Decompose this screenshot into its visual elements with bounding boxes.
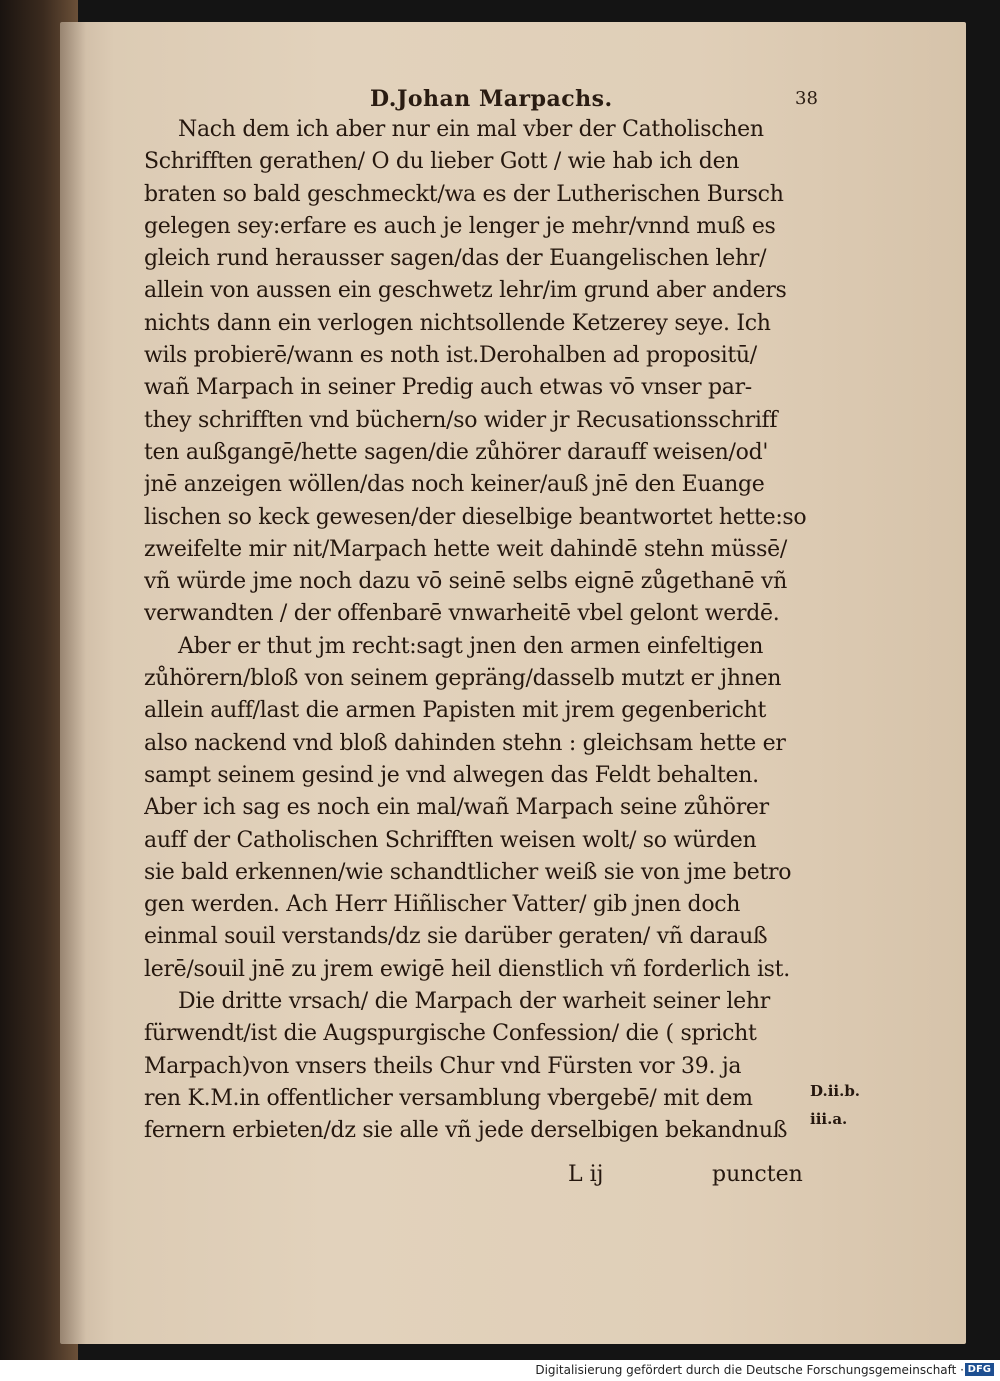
text-line: wils probierē/wann es noth ist.Derohalben ad propositū/ bbox=[144, 343, 757, 369]
signature-mark: L ij bbox=[568, 1162, 604, 1187]
text-line: Marpach)von vnsers theils Chur vnd Fürsten vor 39. ja bbox=[144, 1053, 742, 1079]
text-line: Die dritte vrsach/ die Marpach der warheit seiner lehr bbox=[178, 989, 770, 1015]
text-line: zůhörern/bloß von seinem gepräng/dasselb mutzt er jhnen bbox=[144, 666, 782, 692]
margin-note: iii.a. bbox=[810, 1110, 848, 1128]
credit-bar bbox=[0, 1360, 1000, 1381]
page-number: 38 bbox=[795, 88, 818, 109]
body-text bbox=[144, 114, 824, 1148]
text-line: sampt seinem gesind je vnd alwegen das Feldt behalten. bbox=[144, 762, 759, 788]
catchword: puncten bbox=[712, 1162, 803, 1187]
text-line: vñ würde jme noch dazu vō seinē selbs eignē zůgethanē vñ bbox=[144, 569, 787, 595]
text-line: they schrifften vnd büchern/so wider jr Recusationsschriff bbox=[144, 407, 778, 433]
text-line: gleich rund herausser sagen/das der Euangelischen lehr/ bbox=[144, 246, 767, 272]
text-line: zweifelte mir nit/Marpach hette weit dahindē stehn müssē/ bbox=[144, 536, 787, 562]
dfg-logo: DFG bbox=[965, 1363, 994, 1376]
text-line: Aber er thut jm recht:sagt jnen den armen einfeltigen bbox=[178, 633, 764, 659]
text-line: wañ Marpach in seiner Predig auch etwas vō vnser par- bbox=[144, 375, 752, 401]
text-line: auff der Catholischen Schrifften weisen wolt/ so würden bbox=[144, 827, 757, 853]
margin-note: D.ii.b. bbox=[810, 1082, 861, 1100]
text-line: gelegen sey:erfare es auch je lenger je mehr/vnnd muß es bbox=[144, 213, 776, 239]
running-head: D.Johan Marpachs. bbox=[370, 86, 613, 112]
text-line: Schrifften gerathen/ O du lieber Gott / wie hab ich den bbox=[144, 149, 740, 175]
text-line: Aber ich sag es noch ein mal/wañ Marpach seine zůhörer bbox=[144, 795, 769, 821]
gutter-shadow bbox=[60, 22, 86, 1344]
text-line: sie bald erkennen/wie schandtlicher weiß sie von jme betro bbox=[144, 859, 792, 885]
text-line: lerē/souil jnē zu jrem ewigē heil dienstlich vñ forderlich ist. bbox=[144, 956, 790, 982]
text-line: Nach dem ich aber nur ein mal vber der Catholischen bbox=[178, 117, 764, 142]
text-line: ten außgangē/hette sagen/die zůhörer darauff weisen/od' bbox=[144, 439, 769, 465]
text-line: fernern erbieten/dz sie alle vñ jede derselbigen bekandnuß bbox=[144, 1118, 788, 1144]
text-line: nichts dann ein verlogen nichtsollende Ketzerey seye. Ich bbox=[144, 310, 771, 336]
book-page bbox=[60, 22, 966, 1344]
text-line: braten so bald geschmeckt/wa es der Lutherischen Bursch bbox=[144, 181, 784, 207]
text-line: jnē anzeigen wöllen/das noch keiner/auß jnē den Euange bbox=[144, 472, 765, 498]
text-line: allein von aussen ein geschwetz lehr/im grund aber anders bbox=[144, 278, 787, 304]
text-line: verwandten / der offenbarē vnwarheitē vbel gelont werdē. bbox=[144, 601, 780, 627]
text-line: einmal souil verstands/dz sie darüber geraten/ vñ darauß bbox=[144, 924, 768, 950]
text-line: gen werden. Ach Herr Hiñlischer Vatter/ gib jnen doch bbox=[144, 892, 741, 918]
text-line: ren K.M.in offentlicher versamblung vbergebē/ mit dem bbox=[144, 1085, 753, 1111]
text-line: fürwendt/ist die Augspurgische Confession/ die ( spricht bbox=[144, 1021, 757, 1047]
text-line: also nackend vnd bloß dahinden stehn : gleichsam hette er bbox=[144, 730, 786, 756]
text-line: lischen so keck gewesen/der dieselbige beantwortet hette:so bbox=[144, 504, 807, 530]
credit-text: Digitalisierung gefördert durch die Deutsche Forschungsgemeinschaft · bbox=[535, 1363, 964, 1377]
text-line: allein auff/last die armen Papisten mit jrem gegenbericht bbox=[144, 698, 767, 724]
